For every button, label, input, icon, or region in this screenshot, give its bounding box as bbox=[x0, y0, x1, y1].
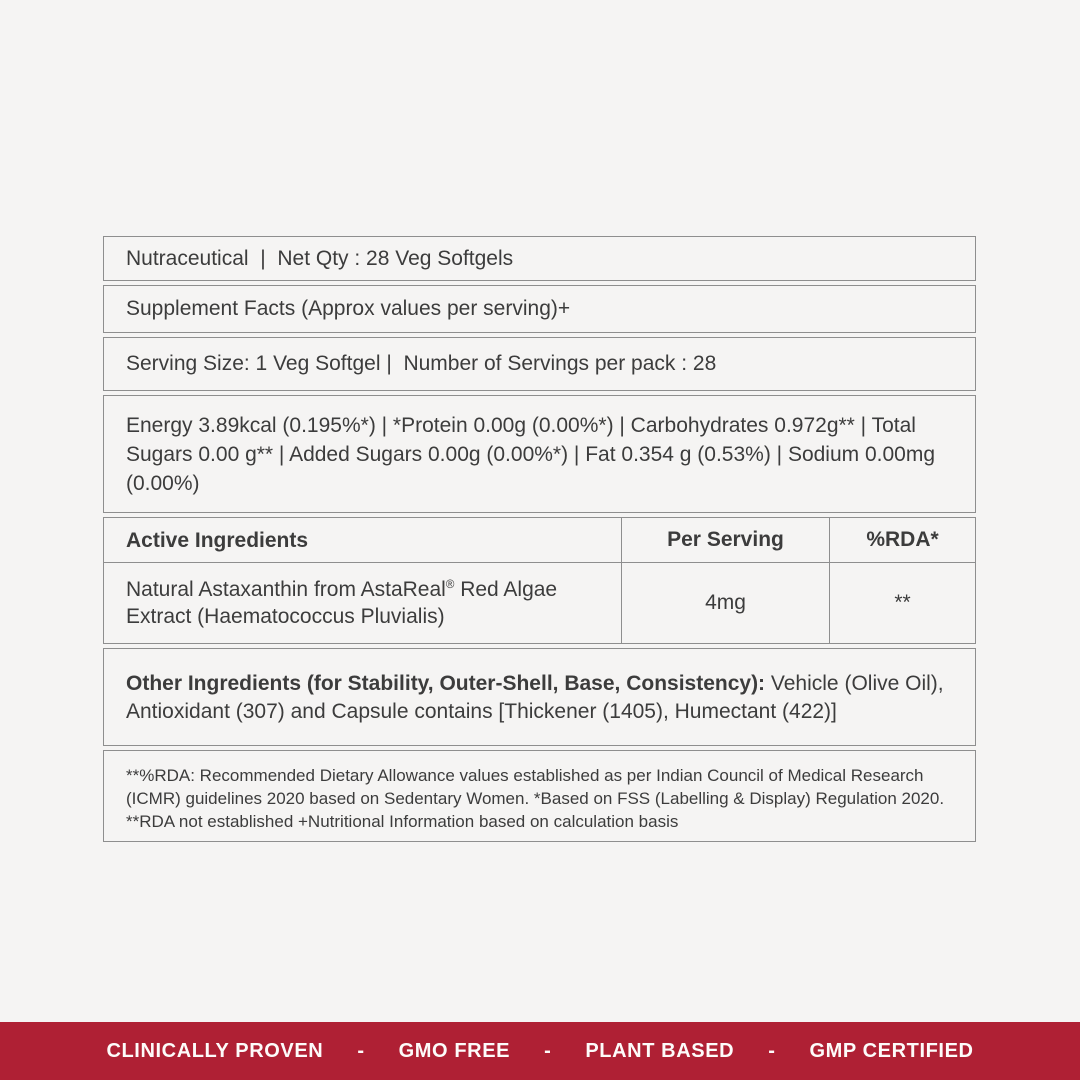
ingredient-per-serving-cell: 4mg bbox=[621, 563, 829, 643]
column-header-active-ingredients: Active Ingredients bbox=[104, 518, 621, 563]
claim-gmp-certified: GMP CERTIFIED bbox=[809, 1039, 974, 1062]
supplement-facts-row: Supplement Facts (Approx values per serving)+ bbox=[103, 285, 976, 333]
column-header-rda: %RDA* bbox=[829, 518, 975, 563]
ingredient-rda-cell: ** bbox=[829, 563, 975, 643]
ingredient-name-cell bbox=[104, 563, 621, 643]
other-ingredients-text: Vehicle (Olive Oil), Antioxidant (307) and Capsule contains [Thickener (1405), Humectant (422)] bbox=[126, 672, 944, 723]
claim-separator: - bbox=[357, 1039, 365, 1062]
claims-banner bbox=[0, 1022, 1080, 1080]
claim-gmo-free: GMO FREE bbox=[398, 1039, 511, 1062]
footnote-row bbox=[103, 750, 976, 842]
column-header-per-serving: Per Serving bbox=[621, 518, 829, 563]
nutrition-values-row bbox=[103, 395, 976, 513]
active-ingredients-table bbox=[103, 517, 976, 644]
claim-separator: - bbox=[768, 1039, 776, 1062]
nutrition-values-text: Energy 3.89kcal (0.195%*) | *Protein 0.00g (0.00%*) | Carbohydrates 0.972g** | Total Sugars 0.00 g** | Added Sugars 0.00g (0.00%*) | Fat 0.354 g (0.53%) | Sodium 0.00mg (0.00%) bbox=[126, 413, 936, 495]
footnote-text: **%RDA: Recommended Dietary Allowance values established as per Indian Council of Medical Research (ICMR) guidelines 2020 based on Sedentary Women. *Based on FSS (Labelling & Display) Regulation 2020. **RDA not established +Nutritional Information based on calculation basis bbox=[126, 766, 945, 831]
claim-separator: - bbox=[544, 1039, 552, 1062]
claim-clinically-proven: CLINICALLY PROVEN bbox=[106, 1039, 324, 1062]
supplement-label bbox=[103, 236, 976, 842]
product-type-row: Nutraceutical | Net Qty : 28 Veg Softgels bbox=[103, 236, 976, 281]
registered-trademark-symbol: ® bbox=[445, 579, 455, 591]
ingredient-name: Natural Astaxanthin from AstaReal® Red Algae Extract (Haematococcus Pluvialis) bbox=[126, 578, 558, 628]
other-ingredients-label: Other Ingredients (for Stability, Outer-Shell, Base, Consistency): bbox=[126, 672, 766, 695]
claim-plant-based: PLANT BASED bbox=[585, 1039, 735, 1062]
other-ingredients-row bbox=[103, 648, 976, 746]
serving-size-row: Serving Size: 1 Veg Softgel | Number of Servings per pack : 28 bbox=[103, 337, 976, 391]
